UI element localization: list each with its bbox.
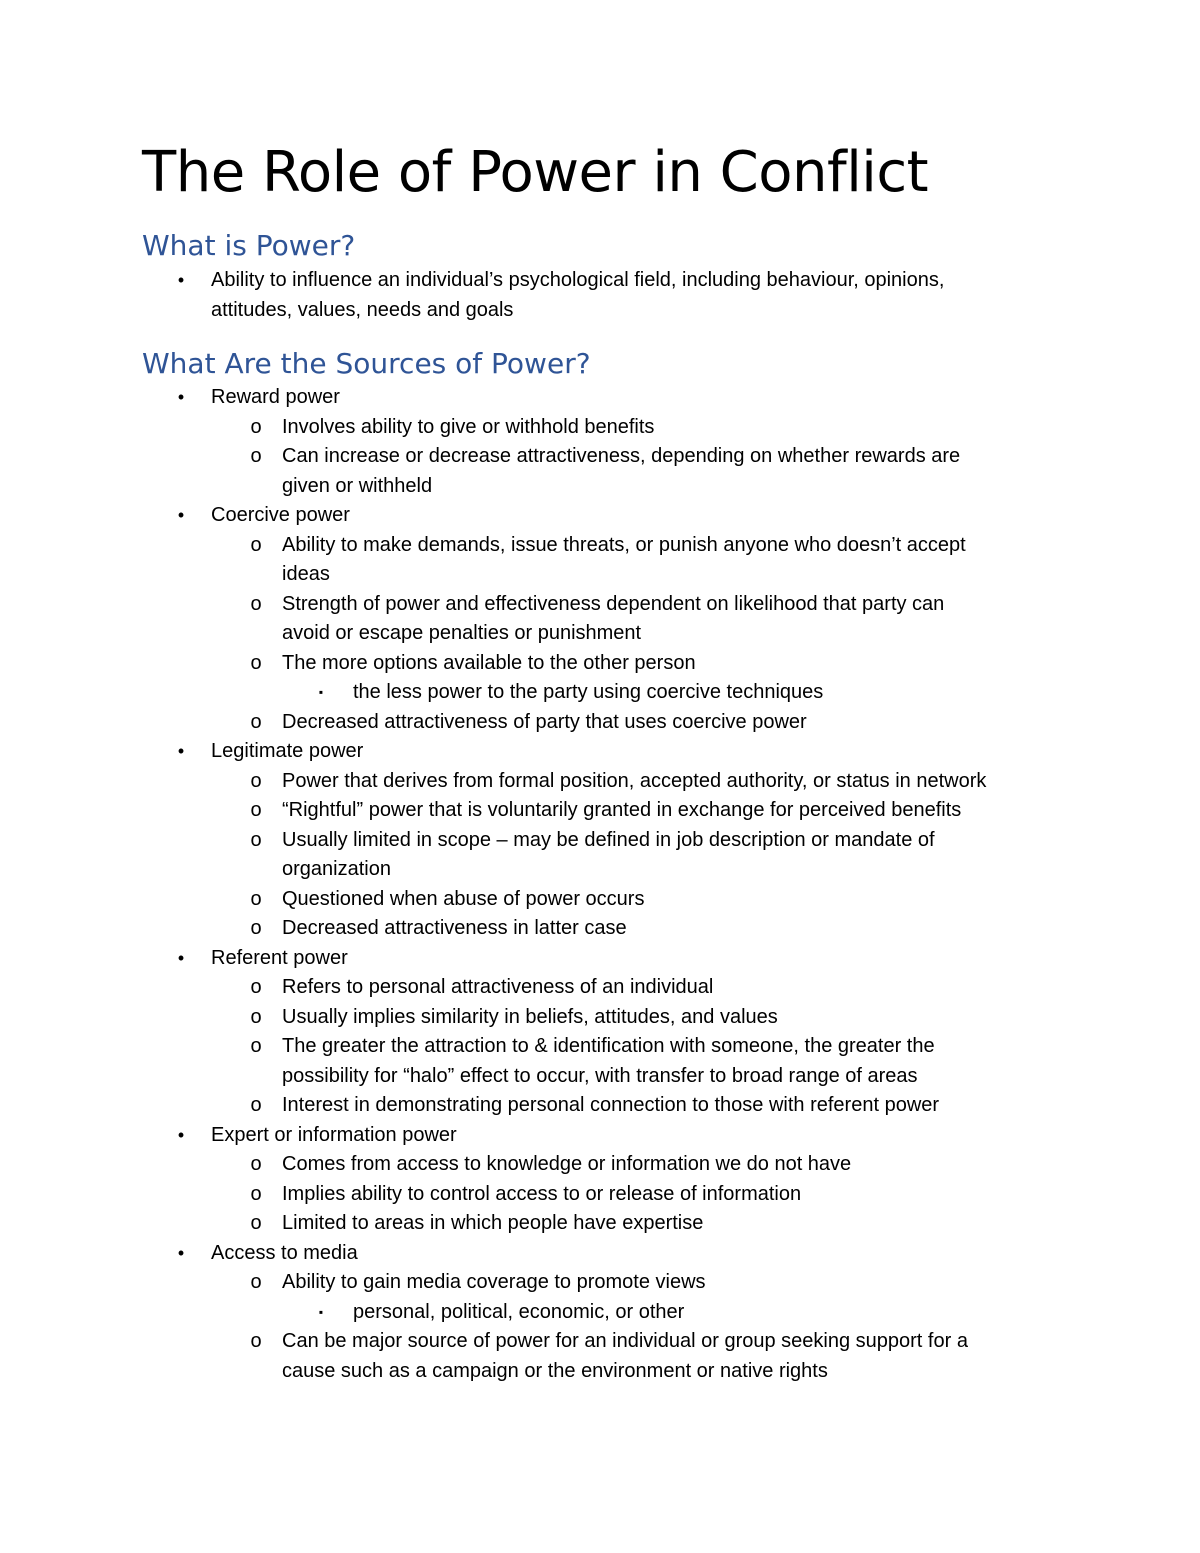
list-item-text: Coercive power bbox=[211, 504, 350, 526]
list-item-text: Ability to influence an individual’s psychological field, including behaviour, opinions, bbox=[211, 269, 945, 291]
list-item-text: “Rightful” power that is voluntarily granted in exchange for perceived benefits bbox=[282, 799, 962, 821]
list-item-text: Decreased attractiveness of party that uses coercive power bbox=[282, 710, 807, 733]
circle-marker: o bbox=[250, 828, 262, 851]
circle-marker: o bbox=[250, 1271, 262, 1293]
list-item-reward-power bbox=[0, 383, 986, 413]
circle-marker: o bbox=[250, 799, 262, 821]
list-item-text: Usually limited in scope – may be defined in job description or mandate of bbox=[282, 828, 935, 851]
list-item-text: Usually implies similarity in beliefs, attitudes, and values bbox=[282, 1005, 778, 1028]
bullet-marker: • bbox=[177, 1242, 185, 1263]
document-title: The Role of Power in Conflict bbox=[142, 140, 929, 205]
bullet-marker: • bbox=[177, 1124, 185, 1145]
circle-marker: o bbox=[250, 533, 262, 556]
sub-list-item bbox=[0, 1327, 986, 1386]
sub-list-item bbox=[0, 1268, 986, 1298]
list-item-text: The more options available to the other person bbox=[282, 651, 696, 674]
list-item-text: Can be major source of power for an individual or group seeking support for a bbox=[282, 1330, 968, 1352]
sub-list-item bbox=[0, 649, 986, 679]
list-item-text: given or withheld bbox=[282, 474, 433, 497]
list-item-text: attitudes, values, needs and goals bbox=[211, 298, 514, 321]
list-item-text: Ability to make demands, issue threats, or punish anyone who doesn’t accept bbox=[282, 533, 966, 556]
list-item-text: Questioned when abuse of power occurs bbox=[282, 887, 645, 910]
list-item-access-to-media bbox=[0, 1239, 986, 1269]
list-item-text: Power that derives from formal position, accepted authority, or status in network bbox=[282, 769, 987, 792]
list-item-text: Access to media bbox=[211, 1241, 358, 1264]
list-item bbox=[0, 266, 944, 325]
sub-sub-list-item bbox=[0, 1298, 986, 1328]
list-item-text: cause such as a campaign or the environment or native rights bbox=[282, 1359, 828, 1382]
list-item-text: Involves ability to give or withhold benefits bbox=[282, 415, 655, 438]
sub-list-item bbox=[0, 531, 986, 590]
list-item-text: Limited to areas in which people have expertise bbox=[282, 1212, 704, 1234]
circle-marker: o bbox=[250, 1153, 262, 1175]
list-item-text: Implies ability to control access to or release of information bbox=[282, 1182, 802, 1205]
list-item-expert-power bbox=[0, 1121, 986, 1151]
section-heading-sources-of-power: What Are the Sources of Power? bbox=[142, 347, 591, 380]
list-item-text: Referent power bbox=[211, 946, 348, 969]
sub-list-item bbox=[0, 413, 986, 443]
sub-list-item bbox=[0, 708, 986, 738]
bullet-marker: • bbox=[177, 270, 185, 290]
circle-marker: o bbox=[250, 1330, 262, 1352]
list-item-text: Interest in demonstrating personal connection to those with referent power bbox=[282, 1094, 940, 1116]
sub-list-item bbox=[0, 1032, 986, 1091]
bullet-marker: • bbox=[177, 947, 185, 968]
sub-list-item bbox=[0, 826, 986, 885]
list-item-text: personal, political, economic, or other bbox=[353, 1300, 685, 1323]
what-is-power-list bbox=[0, 266, 944, 325]
bullet-marker: • bbox=[177, 505, 185, 525]
sub-list-item bbox=[0, 1209, 986, 1239]
list-item-text: Expert or information power bbox=[211, 1123, 457, 1146]
sub-list-item bbox=[0, 973, 986, 1003]
sources-of-power-list bbox=[0, 383, 986, 1386]
circle-marker: o bbox=[250, 1182, 262, 1205]
sub-sub-list-item bbox=[0, 678, 986, 708]
sub-list-item bbox=[0, 1150, 986, 1180]
sub-list-item bbox=[0, 914, 986, 944]
circle-marker: o bbox=[250, 1212, 262, 1234]
circle-marker: o bbox=[250, 887, 262, 910]
list-item-text: Ability to gain media coverage to promote views bbox=[282, 1271, 706, 1293]
list-item-text: ideas bbox=[282, 563, 330, 585]
list-item-text: Refers to personal attractiveness of an individual bbox=[282, 976, 714, 998]
circle-marker: o bbox=[250, 592, 262, 615]
circle-marker: o bbox=[250, 415, 262, 438]
sub-list-item bbox=[0, 590, 986, 649]
list-item-text: organization bbox=[282, 858, 391, 880]
list-item-referent-power bbox=[0, 944, 986, 974]
sub-list-item bbox=[0, 796, 986, 826]
square-marker: ▪ bbox=[318, 685, 324, 699]
circle-marker: o bbox=[250, 917, 262, 939]
bullet-marker: • bbox=[177, 741, 185, 761]
section-heading-what-is-power: What is Power? bbox=[142, 229, 356, 262]
list-item-coercive-power bbox=[0, 501, 986, 531]
circle-marker: o bbox=[250, 769, 262, 792]
circle-marker: o bbox=[250, 1035, 262, 1057]
square-marker: ▪ bbox=[318, 1304, 324, 1319]
bullet-marker: • bbox=[177, 387, 185, 407]
list-item-text: possibility for “halo” effect to occur, with transfer to broad range of areas bbox=[282, 1064, 918, 1087]
list-item-text: The greater the attraction to & identification with someone, the greater the bbox=[282, 1035, 935, 1057]
sub-list-item bbox=[0, 767, 986, 797]
list-item-text: Reward power bbox=[211, 386, 340, 408]
circle-marker: o bbox=[250, 445, 262, 467]
circle-marker: o bbox=[250, 710, 262, 733]
list-item-text: the less power to the party using coercive techniques bbox=[353, 681, 824, 703]
list-item-legitimate-power bbox=[0, 737, 986, 767]
sub-list-item bbox=[0, 1091, 986, 1121]
list-item-text: Decreased attractiveness in latter case bbox=[282, 917, 627, 939]
list-item-text: Can increase or decrease attractiveness, depending on whether rewards are bbox=[282, 445, 961, 467]
sub-list-item bbox=[0, 1003, 986, 1033]
list-item-text: avoid or escape penalties or punishment bbox=[282, 622, 642, 644]
circle-marker: o bbox=[250, 1094, 262, 1116]
circle-marker: o bbox=[250, 651, 262, 674]
sub-list-item bbox=[0, 1180, 986, 1210]
list-item-text: Legitimate power bbox=[211, 740, 364, 762]
circle-marker: o bbox=[250, 976, 262, 998]
list-item-text: Strength of power and effectiveness dependent on likelihood that party can bbox=[282, 592, 945, 615]
list-item-text: Comes from access to knowledge or information we do not have bbox=[282, 1153, 852, 1175]
sub-list-item bbox=[0, 885, 986, 915]
circle-marker: o bbox=[250, 1005, 262, 1028]
sub-list-item bbox=[0, 442, 986, 501]
